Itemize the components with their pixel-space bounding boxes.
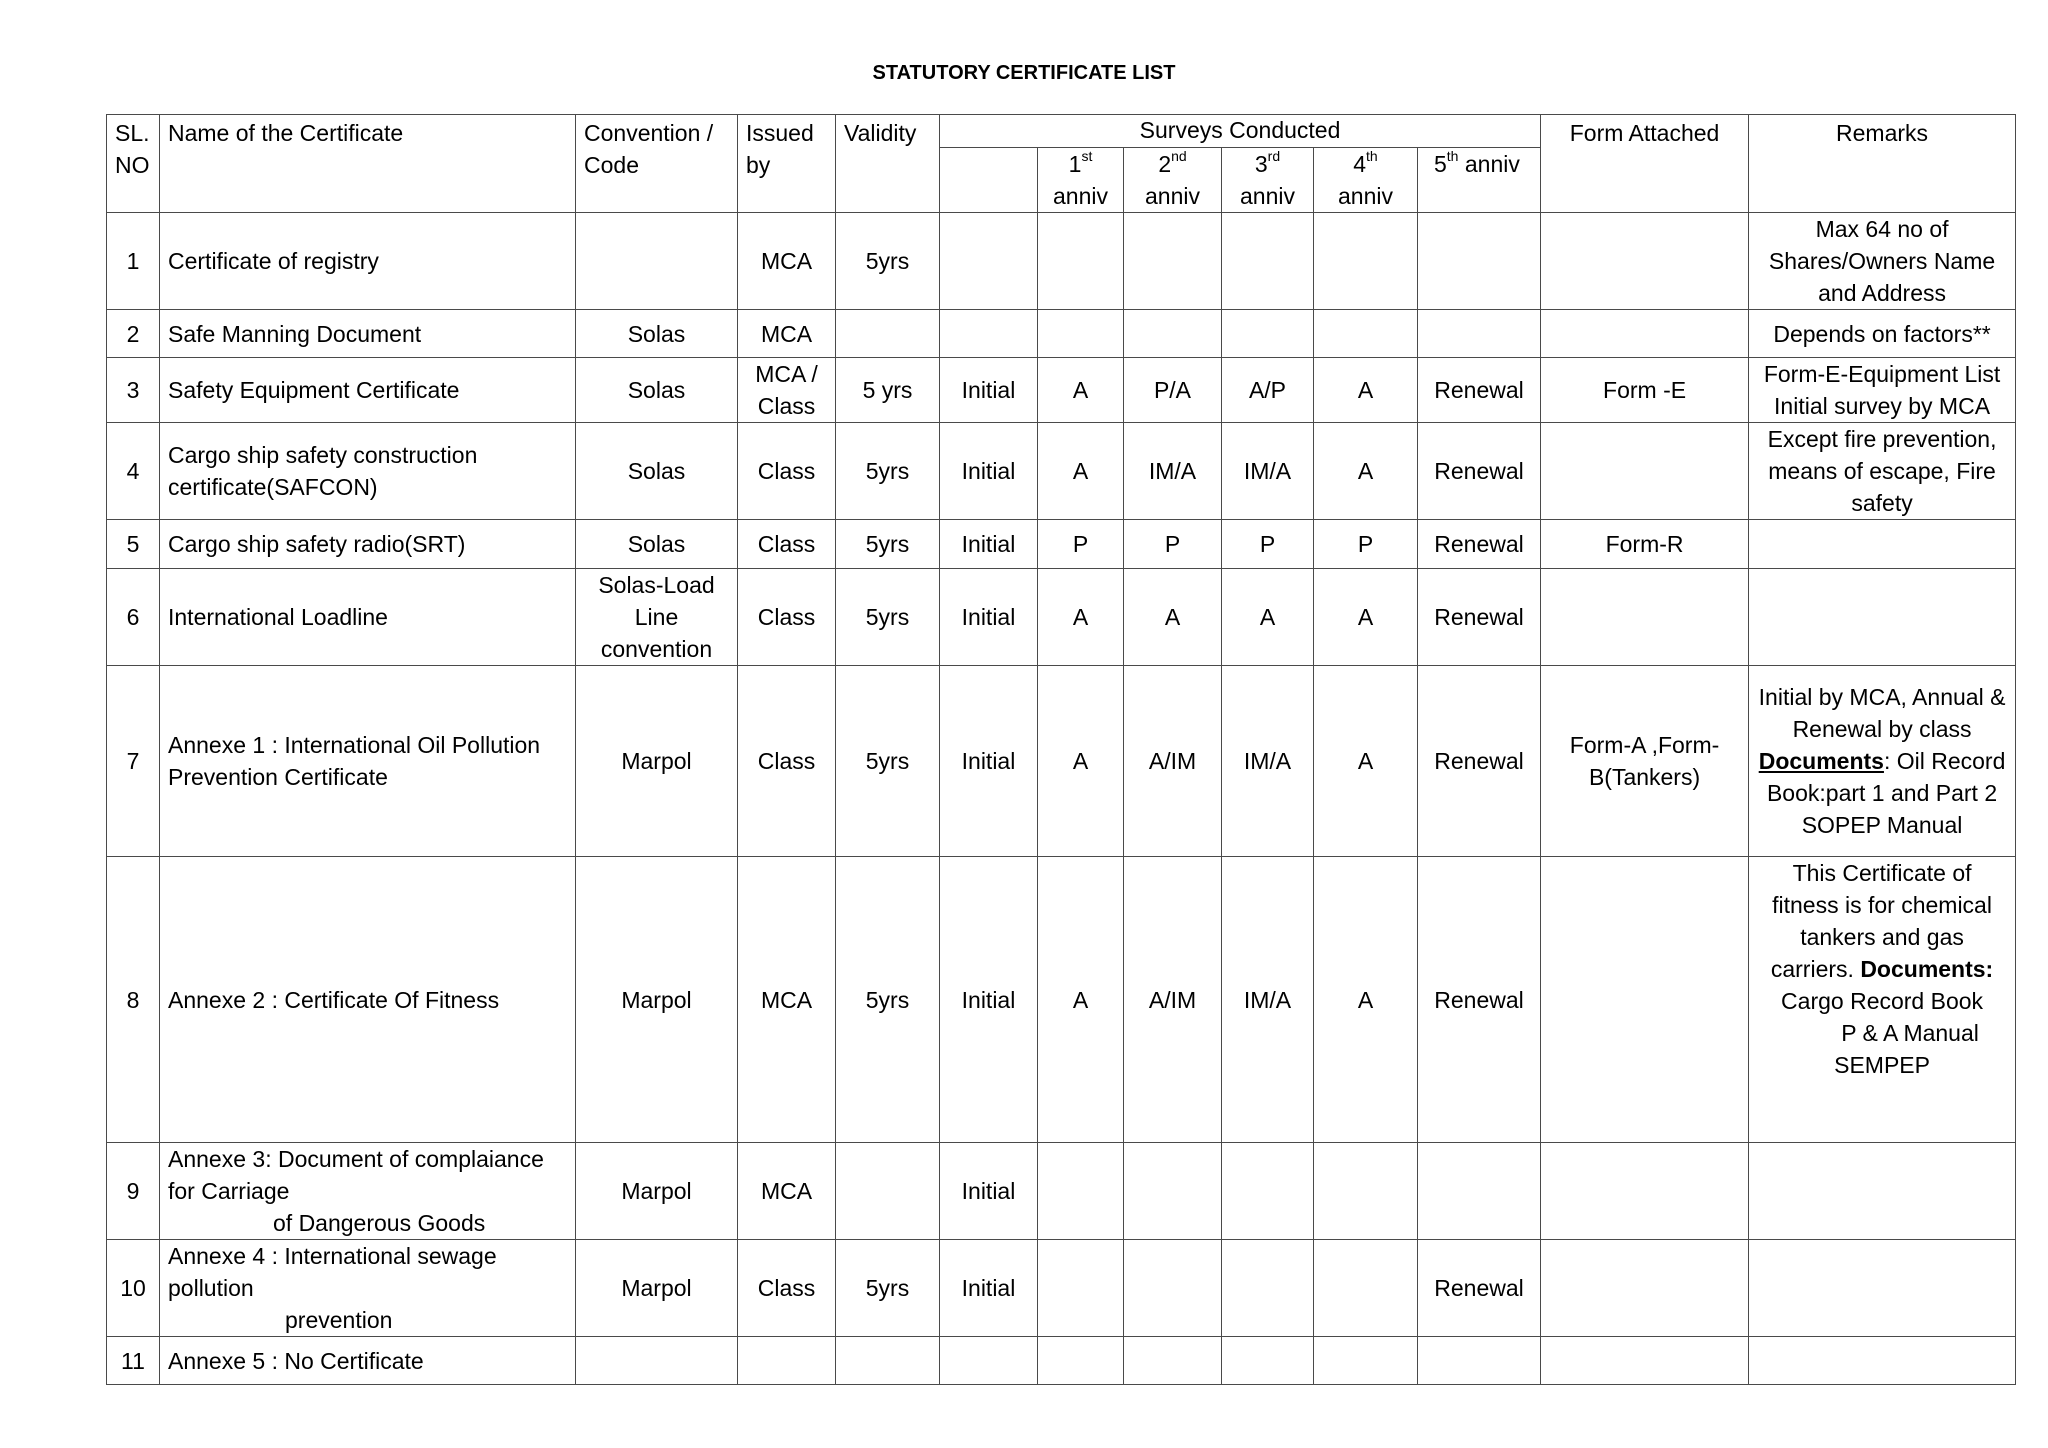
remarks-documents-label: Documents bbox=[1758, 748, 1884, 774]
cell-form-attached: Form-R bbox=[1541, 520, 1749, 569]
cell-convention: Marpol bbox=[576, 666, 738, 857]
cell-sl-no: 9 bbox=[107, 1143, 160, 1240]
cell-anniv-3 bbox=[1222, 1240, 1314, 1337]
cell-anniv-5: Renewal bbox=[1418, 569, 1541, 666]
cell-anniv-3 bbox=[1222, 1337, 1314, 1385]
table-row bbox=[107, 310, 2016, 358]
cell-issued-by: MCA bbox=[738, 213, 836, 310]
cell-certificate-name: Certificate of registry bbox=[160, 213, 576, 310]
cell-remarks: Depends on factors** bbox=[1749, 310, 2016, 358]
certificate-name-line: prevention bbox=[285, 1307, 393, 1333]
remarks-text: Initial by MCA, Annual & Renewal by class bbox=[1758, 684, 2006, 742]
cell-validity bbox=[836, 1143, 940, 1240]
cell-initial: Initial bbox=[940, 569, 1038, 666]
cell-anniv-5 bbox=[1418, 213, 1541, 310]
cell-anniv-2: P bbox=[1124, 520, 1222, 569]
cell-initial: Initial bbox=[940, 358, 1038, 423]
cell-certificate-name: Cargo ship safety radio(SRT) bbox=[160, 520, 576, 569]
cell-anniv-5: Renewal bbox=[1418, 1240, 1541, 1337]
cell-validity: 5yrs bbox=[836, 1240, 940, 1337]
cell-anniv-2: P/A bbox=[1124, 358, 1222, 423]
cell-anniv-5 bbox=[1418, 310, 1541, 358]
cell-remarks bbox=[1749, 569, 2016, 666]
table-row bbox=[107, 857, 2016, 1143]
cell-anniv-3 bbox=[1222, 310, 1314, 358]
header-sl-no: SL. NO bbox=[107, 115, 160, 213]
cell-anniv-2 bbox=[1124, 213, 1222, 310]
cell-certificate-name: Safe Manning Document bbox=[160, 310, 576, 358]
cell-convention: Solas bbox=[576, 423, 738, 520]
cell-sl-no: 3 bbox=[107, 358, 160, 423]
certificate-name-line: Annexe 3: Document of complaiance for Carriage bbox=[168, 1146, 544, 1204]
table-row bbox=[107, 1337, 2016, 1385]
cell-anniv-4 bbox=[1314, 1143, 1418, 1240]
cell-form-attached: Form-A ,Form-B(Tankers) bbox=[1541, 666, 1749, 857]
cell-validity bbox=[836, 310, 940, 358]
cell-anniv-5: Renewal bbox=[1418, 423, 1541, 520]
cell-form-attached bbox=[1541, 857, 1749, 1143]
table-row bbox=[107, 1240, 2016, 1337]
cell-initial: Initial bbox=[940, 520, 1038, 569]
cell-anniv-5: Renewal bbox=[1418, 857, 1541, 1143]
cell-anniv-5: Renewal bbox=[1418, 666, 1541, 857]
cell-sl-no: 5 bbox=[107, 520, 160, 569]
cell-validity: 5yrs bbox=[836, 857, 940, 1143]
header-convention: Convention / Code bbox=[576, 115, 738, 213]
cell-issued-by: MCA bbox=[738, 310, 836, 358]
cell-anniv-4: A bbox=[1314, 569, 1418, 666]
cell-sl-no: 1 bbox=[107, 213, 160, 310]
cell-anniv-3: IM/A bbox=[1222, 857, 1314, 1143]
table-row bbox=[107, 423, 2016, 520]
cell-sl-no: 4 bbox=[107, 423, 160, 520]
header-anniv-5: 5th anniv bbox=[1418, 148, 1541, 213]
cell-anniv-4: P bbox=[1314, 520, 1418, 569]
table-row bbox=[107, 1143, 2016, 1240]
header-surveys-conducted: Surveys Conducted bbox=[940, 115, 1541, 148]
cell-issued-by: Class bbox=[738, 423, 836, 520]
certificate-table bbox=[106, 114, 2016, 1385]
cell-convention: Marpol bbox=[576, 1143, 738, 1240]
cell-anniv-4: A bbox=[1314, 423, 1418, 520]
cell-convention: Solas bbox=[576, 520, 738, 569]
cell-anniv-3 bbox=[1222, 1143, 1314, 1240]
cell-issued-by bbox=[738, 1337, 836, 1385]
cell-issued-by: Class bbox=[738, 569, 836, 666]
certificate-name-line: of Dangerous Goods bbox=[273, 1210, 486, 1236]
header-anniv-4: 4th anniv bbox=[1314, 148, 1418, 213]
cell-anniv-4: A bbox=[1314, 857, 1418, 1143]
cell-anniv-4: A bbox=[1314, 358, 1418, 423]
remarks-documents-text: : Oil Record Book:part 1 and Part 2 SOPEP Manual bbox=[1766, 748, 2006, 838]
cell-remarks bbox=[1749, 520, 2016, 569]
cell-issued-by: Class bbox=[738, 1240, 836, 1337]
cell-certificate-name: Annexe 5 : No Certificate bbox=[160, 1337, 576, 1385]
cell-validity: 5 yrs bbox=[836, 358, 940, 423]
cell-form-attached bbox=[1541, 569, 1749, 666]
cell-initial: Initial bbox=[940, 857, 1038, 1143]
cell-convention bbox=[576, 1337, 738, 1385]
header-issued-by: Issued by bbox=[738, 115, 836, 213]
cell-convention bbox=[576, 213, 738, 310]
cell-anniv-1: A bbox=[1038, 666, 1124, 857]
cell-anniv-2: A bbox=[1124, 569, 1222, 666]
cell-validity: 5yrs bbox=[836, 520, 940, 569]
cell-form-attached bbox=[1541, 310, 1749, 358]
remarks-text: This Certificate of fitness is for chemical tankers and gas carriers. bbox=[1770, 860, 1992, 982]
cell-certificate-name: Safety Equipment Certificate bbox=[160, 358, 576, 423]
header-name: Name of the Certificate bbox=[160, 115, 576, 213]
header-form-attached: Form Attached bbox=[1541, 115, 1749, 213]
remarks-documents-text: Cargo Record Book bbox=[1781, 988, 1984, 1014]
cell-sl-no: 2 bbox=[107, 310, 160, 358]
header-anniv-1: 1st anniv bbox=[1038, 148, 1124, 213]
remarks-line: P & A Manual bbox=[1841, 1020, 1979, 1046]
table-row bbox=[107, 520, 2016, 569]
cell-anniv-3: A/P bbox=[1222, 358, 1314, 423]
cell-anniv-1 bbox=[1038, 213, 1124, 310]
cell-anniv-4 bbox=[1314, 1337, 1418, 1385]
cell-issued-by: Class bbox=[738, 520, 836, 569]
cell-certificate-name: International Loadline bbox=[160, 569, 576, 666]
table-row bbox=[107, 213, 2016, 310]
certificate-name-line: Annexe 4 : International sewage pollution bbox=[168, 1243, 497, 1301]
cell-remarks bbox=[1749, 1240, 2016, 1337]
cell-sl-no: 8 bbox=[107, 857, 160, 1143]
header-remarks: Remarks bbox=[1749, 115, 2016, 213]
cell-certificate-name bbox=[160, 1143, 576, 1240]
cell-anniv-1 bbox=[1038, 310, 1124, 358]
cell-anniv-3: P bbox=[1222, 520, 1314, 569]
cell-anniv-2: A/IM bbox=[1124, 666, 1222, 857]
cell-issued-by: MCA bbox=[738, 857, 836, 1143]
cell-initial: Initial bbox=[940, 1240, 1038, 1337]
cell-sl-no: 6 bbox=[107, 569, 160, 666]
cell-anniv-2 bbox=[1124, 310, 1222, 358]
cell-anniv-4 bbox=[1314, 1240, 1418, 1337]
cell-sl-no: 11 bbox=[107, 1337, 160, 1385]
cell-initial: Initial bbox=[940, 666, 1038, 857]
cell-form-attached bbox=[1541, 1240, 1749, 1337]
cell-remarks bbox=[1749, 1143, 2016, 1240]
cell-form-attached bbox=[1541, 213, 1749, 310]
cell-certificate-name: Annexe 2 : Certificate Of Fitness bbox=[160, 857, 576, 1143]
cell-anniv-3: IM/A bbox=[1222, 423, 1314, 520]
table-row bbox=[107, 569, 2016, 666]
cell-anniv-5: Renewal bbox=[1418, 520, 1541, 569]
cell-anniv-1: A bbox=[1038, 857, 1124, 1143]
cell-anniv-5: Renewal bbox=[1418, 358, 1541, 423]
cell-remarks bbox=[1749, 1337, 2016, 1385]
cell-anniv-1 bbox=[1038, 1240, 1124, 1337]
cell-anniv-5 bbox=[1418, 1337, 1541, 1385]
cell-anniv-3 bbox=[1222, 213, 1314, 310]
table-body bbox=[107, 213, 2016, 1385]
cell-validity: 5yrs bbox=[836, 213, 940, 310]
cell-initial bbox=[940, 310, 1038, 358]
cell-remarks bbox=[1749, 857, 2016, 1143]
cell-form-attached bbox=[1541, 423, 1749, 520]
table-row bbox=[107, 358, 2016, 423]
cell-certificate-name: Cargo ship safety construction certificate(SAFCON) bbox=[160, 423, 576, 520]
cell-remarks bbox=[1749, 666, 2016, 857]
cell-anniv-2 bbox=[1124, 1143, 1222, 1240]
cell-initial bbox=[940, 213, 1038, 310]
cell-form-attached bbox=[1541, 1143, 1749, 1240]
cell-issued-by: Class bbox=[738, 666, 836, 857]
remarks-documents-label: Documents: bbox=[1860, 956, 1994, 982]
header-initial-blank bbox=[940, 148, 1038, 213]
cell-issued-by: MCA bbox=[738, 1143, 836, 1240]
cell-convention: Marpol bbox=[576, 1240, 738, 1337]
cell-anniv-1: A bbox=[1038, 358, 1124, 423]
cell-initial bbox=[940, 1337, 1038, 1385]
cell-anniv-1 bbox=[1038, 1337, 1124, 1385]
cell-initial: Initial bbox=[940, 1143, 1038, 1240]
cell-anniv-4 bbox=[1314, 213, 1418, 310]
cell-initial: Initial bbox=[940, 423, 1038, 520]
cell-certificate-name: Annexe 1 : International Oil Pollution Prevention Certificate bbox=[160, 666, 576, 857]
cell-anniv-3: A bbox=[1222, 569, 1314, 666]
header-anniv-2: 2nd anniv bbox=[1124, 148, 1222, 213]
cell-validity: 5yrs bbox=[836, 423, 940, 520]
cell-certificate-name bbox=[160, 1240, 576, 1337]
header-anniv-3: 3rd anniv bbox=[1222, 148, 1314, 213]
cell-form-attached bbox=[1541, 1337, 1749, 1385]
cell-anniv-4 bbox=[1314, 310, 1418, 358]
cell-anniv-2: IM/A bbox=[1124, 423, 1222, 520]
cell-anniv-1: P bbox=[1038, 520, 1124, 569]
cell-anniv-4: A bbox=[1314, 666, 1418, 857]
page-title: STATUTORY CERTIFICATE LIST bbox=[872, 62, 1176, 84]
cell-anniv-2 bbox=[1124, 1337, 1222, 1385]
cell-anniv-5 bbox=[1418, 1143, 1541, 1240]
cell-issued-by: MCA / Class bbox=[738, 358, 836, 423]
cell-anniv-2 bbox=[1124, 1240, 1222, 1337]
cell-remarks: Except fire prevention, means of escape, Fire safety bbox=[1749, 423, 2016, 520]
cell-validity: 5yrs bbox=[836, 569, 940, 666]
cell-anniv-1 bbox=[1038, 1143, 1124, 1240]
cell-convention: Solas bbox=[576, 358, 738, 423]
cell-convention: Marpol bbox=[576, 857, 738, 1143]
cell-form-attached: Form -E bbox=[1541, 358, 1749, 423]
cell-sl-no: 7 bbox=[107, 666, 160, 857]
header-validity: Validity bbox=[836, 115, 940, 213]
cell-anniv-2: A/IM bbox=[1124, 857, 1222, 1143]
cell-sl-no: 10 bbox=[107, 1240, 160, 1337]
cell-validity bbox=[836, 1337, 940, 1385]
remarks-line: SEMPEP bbox=[1834, 1052, 1930, 1078]
cell-anniv-1: A bbox=[1038, 569, 1124, 666]
cell-validity: 5yrs bbox=[836, 666, 940, 857]
cell-remarks: Form-E-Equipment List Initial survey by MCA bbox=[1749, 358, 2016, 423]
cell-anniv-1: A bbox=[1038, 423, 1124, 520]
cell-convention: Solas-Load Line convention bbox=[576, 569, 738, 666]
table-row bbox=[107, 666, 2016, 857]
cell-convention: Solas bbox=[576, 310, 738, 358]
cell-remarks: Max 64 no of Shares/Owners Name and Address bbox=[1749, 213, 2016, 310]
cell-anniv-3: IM/A bbox=[1222, 666, 1314, 857]
